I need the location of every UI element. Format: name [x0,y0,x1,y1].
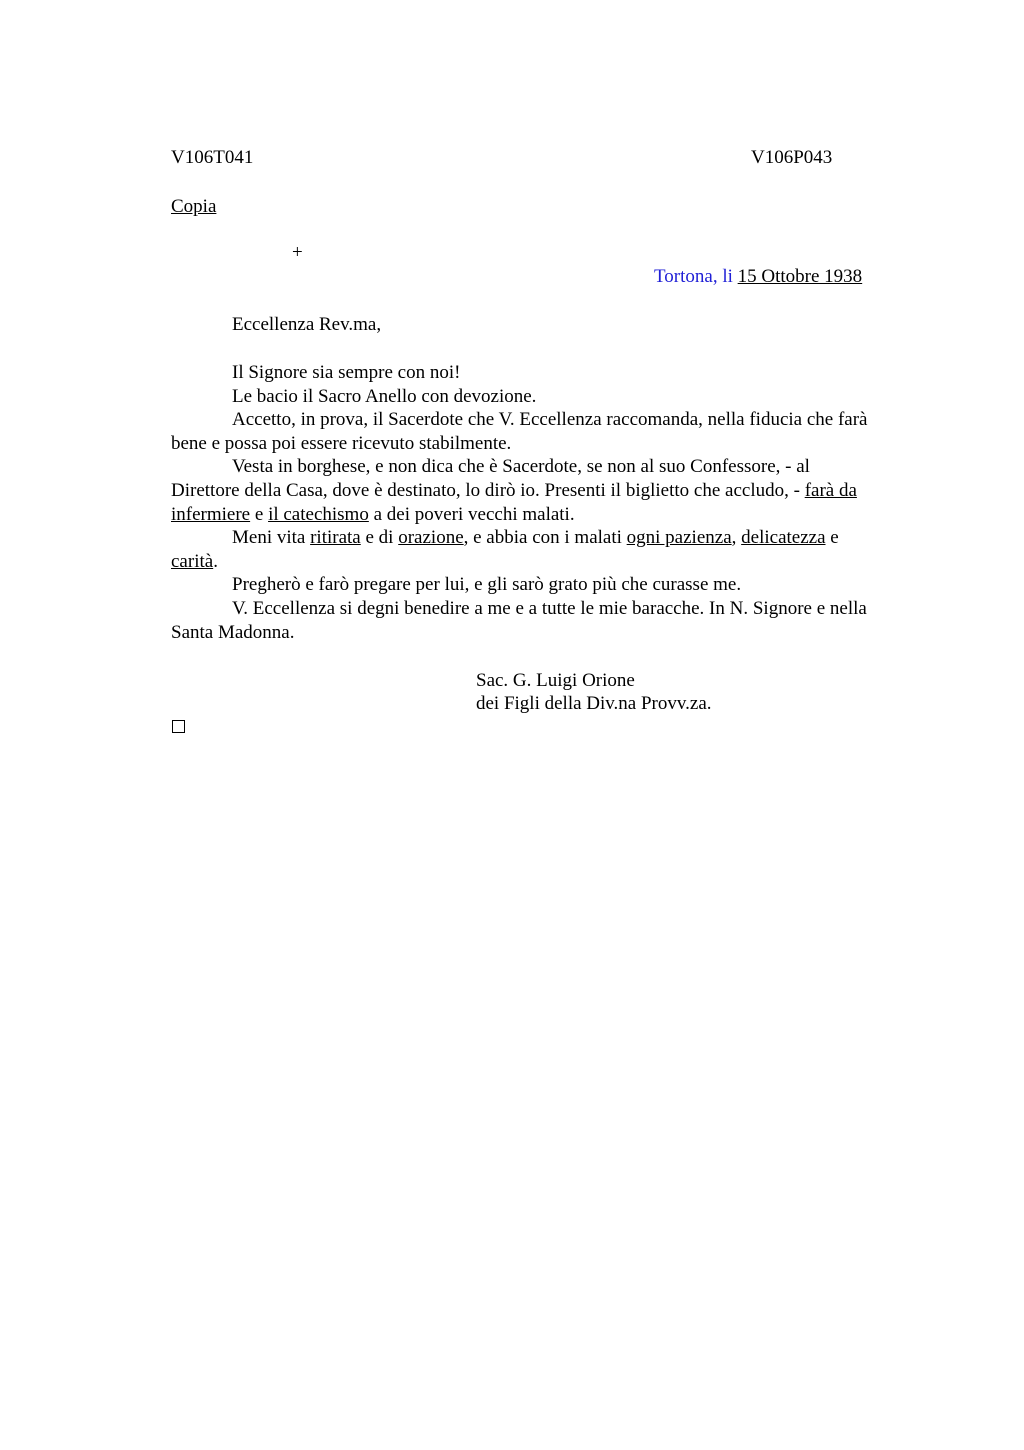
document-code-left: V106T041 [171,147,254,168]
underlined-infermiere: infermiere [171,503,251,525]
underlined-ogni-pazienza: ogni pazienza [626,527,732,549]
p5-text-5: e [825,527,839,549]
underlined-orazione: orazione [398,527,464,549]
paragraph-4-line-3-text: a dei poveri vecchi malati. [368,503,575,525]
letter-body [171,361,931,644]
paragraph-3-line-2: bene e possa poi essere ricevuto stabilmente. [171,432,512,454]
underlined-catechismo: il catechismo [268,503,369,525]
copy-label: Copia [171,196,217,217]
p5-text-3: , e abbia con i malati [463,527,627,549]
paragraph-1: Il Signore sia sempre con noi! [232,362,461,383]
salutation: Eccellenza Rev.ma, [232,314,382,335]
underlined-delicatezza: delicatezza [741,527,826,549]
paragraph-2: Le bacio il Sacro Anello con devozione. [232,385,537,407]
paragraph-4-connector: e [250,503,269,525]
signature-name: Sac. G. Luigi Orione [476,670,635,691]
dateline-place: Tortona, li [654,266,733,287]
paragraph-4-line-3 [171,503,931,527]
paragraph-5-line-1 [171,526,931,550]
paragraph-4-line-2-text: Direttore della Casa, dove è destinato, lo dirò io. Presenti il biglietto che accludo, - [171,479,805,501]
paragraph-6: Pregherò e farò pregare per lui, e gli sarò grato più che curasse me. [232,574,742,596]
underlined-carita: carità [171,550,214,572]
paragraph-4-line-1: Vesta in borghese, e non dica che è Sacerdote, se non al suo Confessore, - al [232,456,810,478]
dateline [654,265,862,289]
underlined-ritirata: ritirata [310,527,361,549]
dateline-date: 15 Ottobre 1938 [737,266,863,287]
underlined-fara-da: farà da [804,479,857,501]
cross-symbol: + [292,242,303,263]
square-marker-icon [172,720,185,733]
paragraph-4-line-2 [171,479,931,503]
document-code-right: V106P043 [751,147,833,168]
paragraph-7-line-1: V. Eccellenza si degni benedire a me e a tutte le mie baracche. In N. Signore e nella [232,597,867,619]
paragraph-7-line-2: Santa Madonna. [171,621,295,643]
signature-congregation: dei Figli della Div.na Provv.za. [476,693,712,714]
p5-text-4: , [731,527,742,549]
p5-period: . [213,550,218,572]
paragraph-5-line-2 [171,550,931,574]
paragraph-3-line-1: Accetto, in prova, il Sacerdote che V. Eccellenza raccomanda, nella fiducia che farà [232,409,868,431]
p5-text-1: Meni vita [232,527,311,549]
p5-text-2: e di [360,527,399,549]
